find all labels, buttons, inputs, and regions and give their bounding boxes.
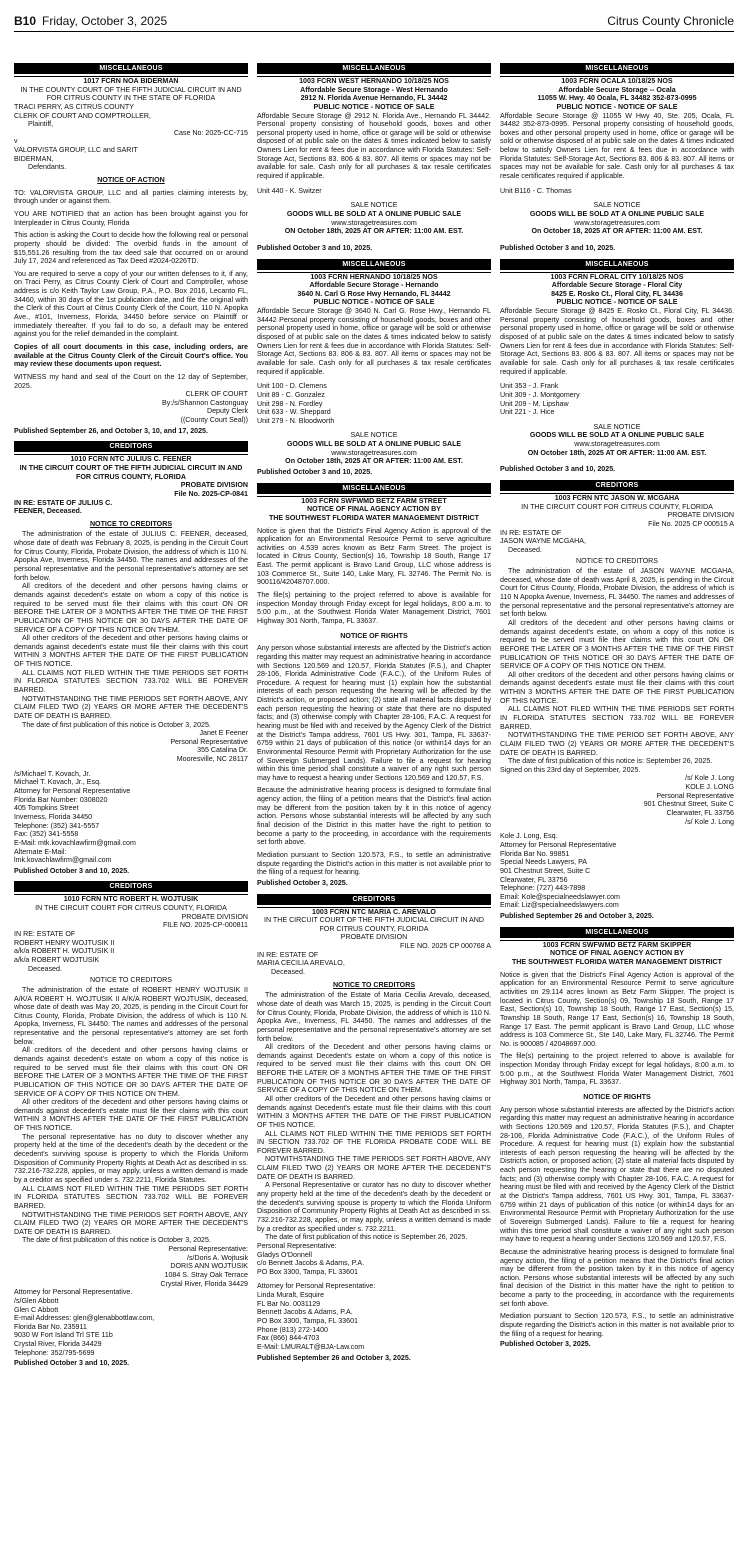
court-name: IN THE CIRCUIT COURT FOR CITRUS COUNTY, FLORIDA <box>35 904 227 913</box>
publication-dates: Published October 3 and 10, 2025. <box>14 866 130 875</box>
file-number: File No. 2025 CP 000515 A <box>648 519 734 528</box>
paragraph: NOTWITHSTANDING THE TIME PERIODS SET FORTH ABOVE, ANY CLAIM FILED TWO (2) YEARS OR MORE AFTER THE DECEDENT'S DATE OF DEATH IS BARRED. <box>257 1155 491 1181</box>
sale-date: On October 18, 2025 AT OR AFTER: 11:00 AM. EST. <box>531 227 703 236</box>
sale-website: www.storagetreasures.com <box>574 440 660 449</box>
publication-dates: Published October 3, 2025. <box>257 878 348 887</box>
paragraph: Notice is given that the District's Final Agency Action is approval of the application for an Environmental Resource Permit to serve agriculture activities on 4.539 acres known as Betz Farm Street. The project is located in Citrus County, Section(s) 16, Township 18 South, Range 17 East. The permit applicant is Bravo Land Group, LLC whose address is 103 Commerce St., Suite 140, Lake Mary, FL 32746. The Permit No. is 900116/42048707.000. <box>257 526 491 587</box>
notice-title: 1003 FCRN OCALA 10/18/25 NOS <box>561 77 673 85</box>
paragraph: ALL CLAIMS NOT FILED WITHIN THE TIME PERIODS SET FORTH IN FLORIDA STATUTES SECTION 733.702 WILL BE FOREVER BARRED. <box>500 705 734 731</box>
paragraph: YOU ARE NOTIFIED that an action has been brought against you for Interpleader in Citrus County, Florida <box>14 209 248 227</box>
attorney-line: E-mail Addresses: glen@glenabbottlaw.com, <box>14 1314 155 1323</box>
notice-heading: NOTICE OF RIGHTS <box>583 1092 651 1101</box>
attorney-line: Fax (866) 844-4703 <box>257 1334 320 1343</box>
notice-floral-city <box>500 272 734 474</box>
unit-line: Unit 279 - N. Bloodworth <box>257 416 335 425</box>
paragraph: Copies of all court documents in this case, including orders, are available at the Citrus County Clerk of the Circuit Court's office. You may review these documents upon request. <box>14 342 248 369</box>
notice-title: 1010 FCRN NTC ROBERT H. WOJTUSIK <box>63 895 199 904</box>
paragraph: All creditors of the decedent and other persons having claims or demands against decedent's estate, on whom a copy of this notice is required to be served must file their claims with this court ON OR BEFORE THE LATER OF 3 MONTHS AFTER THE TIME OF THE FIRST PUBLICATION OF THIS NOTICE OR 30 DAYS AFTER THE DATE OF SERVICE OF A COPY OF THIS NOTICE ON THEM. <box>500 618 734 671</box>
attorney-line: Fax: (352) 341-5558 <box>14 830 79 839</box>
division: PROBATE DIVISION <box>667 511 734 520</box>
paragraph: The administration of the Estate of Maria Cecilia Arevalo, deceased, whose date of death was March 15, 2025, is pending in the Circuit Court for Citrus County, Florida, Probate Division, the address of which is 110 N. Apopka Ave., Inverness, FL 34450. The names and addresses of the personal representative and the personal representative's attorney are set forth below. <box>257 991 491 1043</box>
paragraph: Because the administrative hearing process is designed to formulate final agency action, the filing of a petition means that the District's final action may be different from the position taken by it in this notice of agency action. Persons whose substantial interests will be affected by any such final decision of the District in this matter have the right to petition to become a party to the proceeding, in accordance with the requirements set forth above. <box>500 1247 734 1308</box>
paragraph: Because the administrative hearing process is designed to formulate final agency action, the filing of a petition means that the District's final action may be different from the position taken by it in this notice of agency action. Persons whose substantial interests will be affected by any such final decision of the District in this matter have the right to petition to become a party to the proceeding, in accordance with the requirements set forth above. <box>257 786 491 847</box>
rep-line: Personal Representative: <box>257 1241 337 1250</box>
section-header-misc: MISCELLANEOUS <box>257 483 491 494</box>
attorney-line: Email: Kole@specialneedslawyer.com <box>500 892 620 901</box>
section-header-misc: MISCELLANEOUS <box>500 927 734 938</box>
paragraph: Affordable Secure Storage @ 2912 N. Florida Ave., Hernando FL 34442. Personal property consisting of household goods, boxes and other personal property used in home, office or garage will be sold or otherwise disposed of at public sale on the dates & times indicated below to satisfy Owners Lien for rent & fees due in accordance with Florida Statutes: Self-Storage Act, Sections 83. 806 & 83. 807. All items or spaces may not be available for sale. Cash only for all purchases & tax resale certificates required if applicable. <box>257 111 491 181</box>
attorney-line: Bennett Jacobs & Adams, P.A. <box>257 1308 353 1317</box>
paragraph: Affordable Secure Storage @ 11055 W Hwy 40, Ste. 205, Ocala, FL 34482 352-873-0995. Personal property consisting of household goods, boxes and other personal property used in home, office or garage will be sold or otherwise disposed of at public sale on the dates & times indicated below to satisfy Owners Lien for rent & fees due in accordance with Florida Statutes: Self-Storage Act, Sections 83. 806 & 83. 807. All items or spaces may not be available for sale. Cash only for all purchases & tax resale certificates required if applicable. <box>500 111 734 181</box>
paragraph: This action is asking the Court to decide how the following real or personal property should be divided: The overbid funds in the amount of $15,551.26 resulting from the tax deed sale that occurred on or around July 17, 2024 and referenced as Tax Deed #2024-0226TD. <box>14 231 248 266</box>
court-name: IN THE COUNTY COURT OF THE FIFTH JUDICIAL CIRCUIT IN AND FOR CITRUS COUNTY IN THE STATE OF FLORIDA <box>20 85 242 103</box>
page-number: B10 <box>14 14 37 29</box>
notice-hernando <box>257 272 491 477</box>
file-number: File No. 2025-CP-0841 <box>174 489 248 498</box>
unit-line: Unit B116 - C. Thomas <box>500 186 572 195</box>
attorney-line: Inverness, Florida 34450 <box>14 812 93 821</box>
division: PROBATE DIVISION <box>340 933 408 942</box>
defendants-role: Defendants. <box>28 163 67 172</box>
notice-subtitle: Affordable Secure Storage -- Ocala <box>558 85 676 94</box>
section-header-misc: MISCELLANEOUS <box>257 63 491 74</box>
section-header-misc: MISCELLANEOUS <box>500 63 734 74</box>
notice-title: 1003 FCRN HERNANDO 10/18/25 NOS <box>310 272 438 281</box>
notice-subtitle: 2912 N. Florida Avenue Hernando, FL 34442 <box>300 94 448 103</box>
sale-notice: GOODS WILL BE SOLD AT A ONLINE PUBLIC SALE <box>286 440 462 449</box>
paragraph: Notice is given that the District's Final Agency Action is approval of the application for an Environmental Resource Permit to serve agriculture activities on 29.114 acres known as Betz Farm Skipper. The project is located in Citrus County, Section(s) 09, Township 18 South, Range 17 East, Section(s) 10, Township 18 South, Range 17 East, Section(s) 15, Township 18 South, Range 17 East, Section(s) 16, Township 18 South, Range 17 East. The permit applicant is Bravo Land Group, LLC whose address is 103 Commerce St., Ste 140, Lake Mary, FL 32746. The Permit No. is 900085 / 42048697.000. <box>500 970 734 1048</box>
notice-subtitle: PUBLIC NOTICE - NOTICE OF SALE <box>313 102 435 111</box>
paragraph: TO: VALORVISTA GROUP, LLC and all parties claiming interests by, through under or against them. <box>14 188 248 206</box>
paragraph: The administration of the estate of JASON WAYNE MCGAHA, deceased, whose date of death was April 8, 2025, is pending in the Circuit Court for Citrus County, Florida, Probate Division, the address of which is 110 N Apopka Avenue, Inverness, FL 34450. The names and addresses of the personal representative and the personal representative's attorney are set forth below. <box>500 567 734 619</box>
publication-dates: Published September 26, and October 3, 10, and 17, 2025. <box>14 426 208 435</box>
rep-line: Mooresville, NC 28117 <box>176 755 248 764</box>
attorney-line: 405 Tompkins Street <box>14 804 79 813</box>
paragraph: The administration of the estate of JULIUS C. FEENER, deceased, whose date of death was February 8, 2025, is pending in the Circuit Court for Citrus County, Florida, Probate Division, the address of which is 110 N. Apopka Ave, Inverness, Florida 34450. The names and addresses of the personal representative and the personal representative's attorney are set forth below. <box>14 530 248 582</box>
sale-website: www.storagetreasures.com <box>331 448 417 457</box>
sale-date: ON October 18th, 2025 AT OR AFTER: 11:00 AM. EST. <box>284 227 464 236</box>
notice-subtitle: PUBLIC NOTICE - NOTICE OF SALE <box>556 102 678 111</box>
notice-subtitle: PUBLIC NOTICE - NOTICE OF SALE <box>556 298 678 307</box>
attorney-line: 9030 W Fort Island Trl STE 11b <box>14 1331 113 1340</box>
paragraph: Signed on this 23rd day of September, 2025. <box>500 765 641 774</box>
notice-heading: NOTICE TO CREDITORS <box>90 976 172 985</box>
rep-line: 901 Chestnut Street, Suite C <box>643 800 734 809</box>
sale-notice: GOODS WILL BE SOLD AT A ONLINE PUBLIC SALE <box>529 431 705 440</box>
attorney-line: Alternate E-Mail: <box>14 847 67 856</box>
sale-date: On October 18th, 2025 AT OR AFTER: 11:00 AM. EST. <box>285 457 463 466</box>
estate-line: IN RE: ESTATE OF <box>257 950 319 959</box>
rep-line: Personal Representative: <box>168 1245 248 1254</box>
notice-title: 1003 FCRN SWFWMD BETZ FARM STREET <box>301 496 447 505</box>
notice-subtitle: 8425 E. Rosko Ct., Floral City, FL 34436 <box>551 289 683 298</box>
attorney-line: Special Needs Lawyers, PA <box>500 858 588 867</box>
notice-subtitle: Affordable Secure Storage - West Hernando <box>300 85 448 94</box>
paragraph: ALL CLAIMS NOT FILED WITHIN THE TIME PERIODS SET FORTH IN FLORIDA STATUTES SECTION 733.702 WILL BE FOREVER BARRED. <box>14 1184 248 1210</box>
unit-line: Unit 209 - M. Lipshaw <box>500 399 569 408</box>
notice-title: 1010 FCRN NTC JULIUS C. FEENER <box>70 455 192 464</box>
paragraph: The date of first publication of this notice is: September 26, 2025. <box>508 757 713 766</box>
plaintiff: Plaintiff, <box>28 120 54 129</box>
notice-subtitle: Affordable Secure Storage - Floral City <box>551 281 683 290</box>
rep-line: Janet E Feener <box>199 729 248 738</box>
notice-subtitle: THE SOUTHWEST FLORIDA WATER MANAGEMENT DISTRICT <box>268 513 480 522</box>
masthead-left <box>14 14 167 29</box>
attorney-line: Attorney for Personal Representative <box>500 840 617 849</box>
paragraph: Affordable Secure Storage @ 3640 N. Carl G. Rose Hwy., Hernando FL 34442 Personal property consisting of household goods, boxes and other personal property used in home, office or garage will be sold or otherwise disposed of at public sale on the dates & times indicated below to satisfy Owners Lien for rent & fees due in accordance with Florida Statutes: Self-Storage Act, Sections 83. 806 & 83. 807. All items or spaces may not be available for sale. Cash only for all purchases & tax resale certificates required if applicable. <box>257 307 491 376</box>
attorney-line: lmk.kovachlawfirm@gmail.com <box>14 856 112 865</box>
notice-arevalo <box>257 907 491 1363</box>
attorney-line: Michael T. Kovach, Jr., Esq. <box>14 778 102 787</box>
paragraph: All creditors of the decedent and other persons having claims or demands against decedent's estate on whom a copy of this notice is required to be served must file their claims with this court ON OR BEFORE THE LATER OF 3 MONTHS AFTER THE TIME OF THE FIRST PUBLICATION OF THIS NOTICE OR 30 DAYS AFTER THE DATE OF SERVICE OF A COPY OF THIS NOTICE ON THEM. <box>14 582 248 634</box>
estate-line: ROBERT HENRY WOJTUSIK II <box>14 938 115 947</box>
column-1 <box>14 60 248 1374</box>
paragraph: All other creditors of the decedent and other persons having claims or demands against decedent's estate must file their claims with this court WITHIN 3 MONTHS AFTER THE DATE OF THE FIRST PUBLICATION OF THIS NOTICE. <box>14 634 248 669</box>
paragraph: Mediation pursuant to Section 120.573, F.S., to settle an administrative dispute regarding the District's action in this matter is not available prior to the filing of a request for hearing. <box>500 1312 734 1338</box>
attorney-line: Attorney for Personal Representative. <box>14 1288 133 1297</box>
sale-notice: GOODS WILL BE SOLD AT A ONLINE PUBLIC SALE <box>286 209 462 218</box>
paragraph: NOTWITHSTANDING THE TIME PERIODS SET FORTH ABOVE, ANY CLAIM FILED TWO (2) YEARS OR MORE AFTER THE DECEDENT'S DATE OF DEATH IS BARRED. <box>14 1210 248 1236</box>
signature-line: Deputy Clerk <box>206 407 248 416</box>
attorney-line: Florida Bar Number: 0308020 <box>14 795 108 804</box>
estate-of: IN RE: ESTATE OF JULIUS C. FEENER, Deceased. <box>14 498 113 516</box>
paragraph: The date of first publication of this notice is October 3, 2025. <box>22 720 211 729</box>
notice-ocala <box>500 76 734 253</box>
section-header-misc: MISCELLANEOUS <box>257 259 491 270</box>
rep-line: Personal Representative <box>170 737 248 746</box>
attorney-line: Email: Liz@specialneedslawyers.com <box>500 901 619 910</box>
notice-title: 1017 FCRN NOA BIDERMAN <box>83 77 179 85</box>
unit-line: Unit 221 - J. Hice <box>500 408 555 417</box>
notice-wojtusik <box>14 894 248 1368</box>
estate-line: a/k/a ROBERT WOJTUSIK <box>14 955 100 964</box>
attorney-line: /s/Michael T. Kovach, Jr. <box>14 769 91 778</box>
attorney-line: Florida Bar No. 235911 <box>14 1322 87 1331</box>
paragraph: NOTWITHSTANDING THE TIME PERIODS SET FORTH ABOVE, ANY CLAIM FILED TWO (2) YEARS OR MORE AFTER THE DECEDENT'S DATE OF DEATH IS BARRED. <box>14 694 248 720</box>
file-number: FILE NO. 2025 CP 000768 A <box>400 942 491 951</box>
notice-title: 1003 FCRN NTC JASON W. MCGAHA <box>554 493 680 502</box>
paragraph: The personal representative has no duty to discover whether any property held at the time of the decedent's death by the decedent or the decedent's surviving spouse is property to which the Florida Uniform Disposition of Community Property Rights at Death Act as described in ss. 732.216-732.228, applies, or may apply, unless a written demand is made by a creditor as specified under s. 732.2211, Florida Statutes. <box>14 1132 248 1184</box>
attorney-line: Clearwater, FL 33756 <box>500 875 568 884</box>
notice-heading: NOTICE TO CREDITORS <box>89 519 173 528</box>
unit-line: Unit 633 - W. Sheppard <box>257 408 331 417</box>
paragraph: You are required to serve a copy of your our written defenses to it, if any, on Traci Perry, as Citrus County Clerk of Court and Comptroller, whose address is c/o Keith Taylor Law Group, P.A., P.O. Box 2016, Lecanto FL, 34460, within 30 days of the 1st publication date, and file the original with the Clerk of this Court at Citrus County Clerk of the Court, 110 N. Apopka Ave., #101, Inverness, Florida, 34450 before service on Plaintiff or immediately thereafter. If you fail to do so, a default may be entered against you for the relief demanded in the complaint. <box>14 269 248 339</box>
column-2 <box>257 60 491 1368</box>
publication-dates: Published September 26 and October 3, 2025. <box>500 912 654 921</box>
rep-line: 1084 S. Stray Oak Terrace <box>164 1271 248 1279</box>
signature-line: ((County Court Seal)) <box>180 416 248 425</box>
attorney-line: Telephone: 352/795-5699 <box>14 1348 95 1357</box>
sale-date: ON October 18th, 2025 AT OR AFTER: 11:00 AM. EST. <box>527 448 707 457</box>
paragraph: ALL CLAIMS NOT FILED WITHIN THE TIME PERIODS SET FORTH IN FLORIDA STATUTES SECTION 733.702 WILL BE FOREVER BARRED. <box>14 668 248 694</box>
section-header-creditors: CREDITORS <box>257 894 491 905</box>
rep-line: KOLE J. LONG <box>685 783 734 792</box>
section-header-creditors: CREDITORS <box>14 881 248 892</box>
paragraph: All other creditors of the decedent and other persons having claims or demands against decedent's estate must file their claims with this court WITHIN 3 MONTHS AFTER THE DATE OF THE FIRST PUBLICATION OF THIS NOTICE. <box>500 670 734 705</box>
unit-line: Unit 440 - K. Switzer <box>257 186 322 195</box>
rep-line: Clearwater, FL 33756 <box>666 809 734 818</box>
estate-line: JASON WAYNE MCGAHA, <box>500 537 586 546</box>
column-3 <box>500 60 734 1355</box>
notice-heading: NOTICE TO CREDITORS <box>332 980 416 989</box>
paragraph: ALL CLAIMS NOT FILED WITHIN THE TIME PERIODS SET FORTH IN SECTION 733.702 OF THE FLORIDA PROBATE CODE WILL BE FOREVER BARRED. <box>257 1129 491 1155</box>
paragraph: A Personal Representative or curator has no duty to discover whether any property held at the time of the decedent's death by the decedent or the decedent's surviving spouse is property to which the Florida Uniform Disposition of Community Property Rights at Death Act as described in ss. 732.216-732.228, applies, or may apply, unless a written demand is made by a creditor as specified under s. 732.2211. <box>257 1181 491 1233</box>
section-header-misc: MISCELLANEOUS <box>14 63 248 74</box>
paragraph: All other creditors of the Decedent and other persons having claims or demands against Decedent's estate must file their claims with this court WITHIN 3 MONTHS AFTER THE DATE OF THE FIRST PUBLICATION OF THIS NOTICE. <box>257 1094 491 1129</box>
attorney-line: FL Bar No. 0031129 <box>257 1299 321 1308</box>
sale-website: www.storagetreasures.com <box>574 218 660 227</box>
court-name: IN THE CIRCUIT COURT OF THE FIFTH JUDICIAL CIRCUIT IN AND FOR CITRUS COUNTY, FLORIDA <box>19 463 243 481</box>
attorney-line: /s/Glen Abbott <box>14 1296 59 1305</box>
attorney-line: PO Box 3300, Tampa, FL 33601 <box>257 1317 358 1325</box>
notice-west-hernando <box>257 76 491 253</box>
sale-notice: SALE NOTICE <box>350 201 398 210</box>
attorney-line: Attorney for Personal Representative: <box>257 1282 376 1291</box>
paragraph: All other creditors of the decedent and other persons having claims or demands against decedent's estate must file their claims with this court WITHIN 3 MONTHS AFTER THE DATE OF THE FIRST PUBLICATION OF THIS NOTICE. <box>14 1098 248 1133</box>
attorney-line: 901 Chestnut Street, Suite C <box>500 866 591 875</box>
paragraph: The administration of the estate of ROBERT HENRY WOJTUSIK II A/K/A ROBERT H. WOJTUSIK II A/K/A ROBERT WOJTUSIK, deceased, whose date of death was May 20, 2025, is pending in the Circuit Court for Citrus County, Florida, Probate Division, the address of which is 110 N. Apopka, Inverness, FL 34450. The names and addresses of the personal representative and the personal representative's attorney are set forth below. <box>14 985 248 1046</box>
paragraph: Any person whose substantial interests are affected by the District's action regarding this matter may request an administrative hearing in accordance with Sections 120.569 and 120.57, Florida Statutes (F.S.), and Chapter 28-106, Florida Administrative Code (F.A.C.), of the Uniform Rules of Procedure. A request for hearing must (1) explain how the substantial interests of each person requesting the hearing will be affected by the District's action, or proposed action; (2) state all material facts disputed by each person requesting the hearing or state that there are no disputed facts; and (3) otherwise comply with Chapter 28-106, F.A.C. A request for hearing must be filed with and received by the Agency Clerk of the District at the District's Tampa address, 7601 US Hwy. 301, Tampa, FL 33637-6759 within 21 days of publication of this notice (or within14 days for an Environmental Resource Permit with Proprietary Authorization for the use of Sovereign Submerged Lands). Failure to file a request for hearing within this time period shall constitute a waiver of any right such person may have to request a hearing under Sections 120.569 and 120.57, F.S. <box>500 1105 734 1244</box>
notice-betz-farm-street <box>257 496 491 888</box>
section-header-creditors: CREDITORS <box>500 480 734 491</box>
division: PROBATE DIVISION <box>180 481 248 490</box>
notice-subtitle: 11055 W. Hwy. 40 Ocala, FL 34482 352-873-0995 <box>537 94 697 103</box>
paragraph: The file(s) pertaining to the project referred to above is available for inspection Monday through Friday except for legal holidays, 8:00 a.m. to 5:00 p.m., at the Southwest Florida Water Management District, 7601 Highway 301 North, Tampa, FL 33637. <box>500 1052 734 1087</box>
estate-line: Deceased. <box>28 964 62 973</box>
publication-dates: Published October 3 and 10, 2025. <box>500 243 616 252</box>
versus: v <box>14 137 18 146</box>
case-number: Case No: 2025-CC-715 <box>173 128 248 137</box>
rep-line: /s/ Kole J. Long <box>685 817 734 826</box>
notice-subtitle: NOTICE OF FINAL AGENCY ACTION BY <box>307 505 441 514</box>
notice-heading: NOTICE TO CREDITORS <box>576 557 658 566</box>
rep-line: /s/ Kole J. Long <box>685 774 734 783</box>
notice-subtitle: PUBLIC NOTICE - NOTICE OF SALE <box>313 298 435 307</box>
paragraph: WITNESS my hand and seal of the Court on the 12 day of September, 2025. <box>14 372 248 390</box>
paragraph: All creditors of the Decedent and other persons having claims or demands against Decedent's estate on whom a copy of this notice is required to be served must file their claims with this court ON OR BEFORE THE LATER OF 3 MONTHS AFTER THE TIME OF THE FIRST PUBLICATION OF THIS NOTICE OR 30 DAYS AFTER THE DATE OF SERVICE OF A COPY OF THIS NOTICE ON THEM. <box>257 1043 491 1095</box>
notice-title: 1003 FCRN NTC MARIA C. AREVALO <box>312 907 436 916</box>
masthead <box>14 12 734 32</box>
paragraph: NOTWITHSTANDING THE TIME PERIOD SET FORTH ABOVE, ANY CLAIM FILED TWO (2) YEARS OR MORE AFTER THE DECEDENT'S DATE OF DEATH IS BARRED. <box>500 731 734 757</box>
notice-feener <box>14 454 248 875</box>
rep-line: DORIS ANN WOJTUSIK <box>170 1262 248 1271</box>
notice-heading: NOTICE OF RIGHTS <box>340 631 408 640</box>
issue-date: Friday, October 3, 2025 <box>42 14 168 29</box>
court-name: IN THE CIRCUIT COURT FOR CITRUS COUNTY, FLORIDA <box>521 502 713 511</box>
notice-title: 1003 FCRN SWFWMD BETZ FARM SKIPPER <box>542 940 692 949</box>
unit-line: Unit 353 - J. Frank <box>500 382 559 391</box>
notice-betz-farm-skipper <box>500 940 734 1349</box>
publication-dates: Published October 3 and 10, 2025. <box>257 243 373 252</box>
paragraph: Affordable Secure Storage @ 8425 E. Rosko Ct., Floral City, FL 34436. Personal property consisting of household goods, boxes and other personal property used in home, office or garage will be sold or otherwise disposed of at public sale on the dates & times indicated below to satisfy Owners Lien for rent & fees due in accordance with Florida Statutes: Self-Storage Act, Sections 83. 806 & 83. 807. All items or spaces may not be available for sale. Cash only for all purchases & tax resale certificates required if applicable. <box>500 307 734 376</box>
attorney-line: Phone (813) 272-1400 <box>257 1325 328 1334</box>
paragraph: The date of first publication of this notice is September 26, 2025. <box>265 1233 468 1242</box>
attorney-line: Crystal River, Florida 34429 <box>14 1340 102 1349</box>
division: PROBATE DIVISION <box>181 912 248 921</box>
notice-subtitle: THE SOUTHWEST FLORIDA WATER MANAGEMENT DISTRICT <box>511 958 723 967</box>
attorney-line: E-Mail: mtk.kovachlawfirm@gmail.com <box>14 838 136 847</box>
paragraph: The date of first publication of this notice is October 3, 2025. <box>22 1236 211 1245</box>
signature-line: By:/s/Shannon Castonguay <box>162 398 248 407</box>
estate-line: a/k/a ROBERT H. WOJTUSIK II <box>14 947 115 956</box>
paper-name: Citrus County Chronicle <box>607 14 734 29</box>
rep-line: Crystal River, Florida 34429 <box>160 1279 248 1288</box>
file-number: FILE NO. 2025-CP-000811 <box>162 921 248 930</box>
defendants: VALORVISTA GROUP, LLC and SARIT BIDERMAN, <box>14 146 138 163</box>
notice-mcgaha <box>500 493 734 921</box>
publication-dates: Published October 3 and 10, 2025. <box>500 465 616 474</box>
notice-subtitle: NOTICE OF FINAL AGENCY ACTION BY <box>550 949 684 958</box>
attorney-line: Telephone: (727) 443-7898 <box>500 884 586 893</box>
notice-heading: NOTICE OF ACTION <box>97 176 165 185</box>
sale-notice: SALE NOTICE <box>593 422 641 431</box>
sale-notice: SALE NOTICE <box>593 201 641 210</box>
rep-line: c/o Bennett Jacobs & Adams, P.A. <box>257 1259 365 1268</box>
paragraph: Mediation pursuant to Section 120.573, F.S., to settle an administrative dispute regarding the District's action in this matter is not available prior to the filing of a request for hearing. <box>257 850 491 877</box>
attorney-line: Glen C Abbott <box>14 1305 59 1314</box>
notice-biderman <box>14 76 248 435</box>
attorney-line: Linda Muralt, Esquire <box>257 1291 325 1300</box>
unit-line: Unit 298 - N. Fordley <box>257 399 323 408</box>
court-name: IN THE CIRCUIT COURT OF THE FIFTH JUDICIAL CIRCUIT IN AND FOR CITRUS COUNTY, FLORIDA <box>263 916 485 933</box>
notice-title: 1003 FCRN FLORAL CITY 10/18/25 NOS <box>550 272 684 281</box>
unit-line: Unit 100 - D. Clemens <box>257 382 327 391</box>
rep-line: Personal Representative <box>656 791 734 800</box>
paragraph: Any person whose substantial interests are affected by the District's action regarding this matter may request an administrative hearing in accordance with Sections 120.569 and 120.57, Florida Statutes (F.S.), and Chapter 28-106, Florida Administrative Code (F.A.C.), of the Uniform Rules of Procedure. A request for hearing must (1) explain how the substantial interests of each person requesting the hearing will be affected by the District's action, or proposed action; (2) state all material facts disputed by each person requesting the hearing or state that there are no disputed facts; and (3) otherwise comply with Chapter 28-106, F.A.C. A request for hearing must be filed with and received by the Agency Clerk of the District at the District's Tampa address, 7601 US Hwy. 301, Tampa, FL 33637-6759 within 21 days of publication of this notice (or within14 days for an Environmental Resource Permit with Proprietary Authorization for the use of Sovereign Submerged Lands). Failure to file a request for hearing within this time period shall constitute a waiver of any right such person may have to request a hearing under Sections 120.569 and 120.57, F.S. <box>257 644 491 782</box>
sale-website: www.storagetreasures.com <box>331 218 417 227</box>
rep-line: Gladys O'Donnell <box>257 1250 312 1259</box>
attorney-line: E-Mail: LMURALT@BJA-Law.com <box>257 1342 365 1351</box>
parties: TRACI PERRY, AS CITRUS COUNTY CLERK OF COURT AND COMPTROLLER, <box>14 102 151 120</box>
estate-line: MARIA CECILIA AREVALO, <box>257 959 345 968</box>
unit-line: Unit 89 - C. Gonzalez <box>257 390 325 399</box>
signature-line: CLERK OF COURT <box>185 390 248 399</box>
paragraph: The file(s) pertaining to the project referred to above is available for inspection Monday through Friday except for legal holidays, 8:00 a.m. to 5:00 p.m., at the Southwest Florida Water Management District, 7601 Highway 301 North, Tampa, FL 33637. <box>257 591 491 625</box>
sale-notice: SALE NOTICE <box>350 431 398 440</box>
attorney-line: Telephone: (352) 341-5557 <box>14 821 100 830</box>
attorney-line: Florida Bar No. 99851 <box>500 849 570 858</box>
section-header-misc: MISCELLANEOUS <box>500 259 734 270</box>
sale-notice: GOODS WILL BE SOLD AT A ONLINE PUBLIC SALE <box>529 209 705 218</box>
section-header-creditors: CREDITORS <box>14 441 248 452</box>
publication-dates: Published October 3 and 10, 2025. <box>257 467 373 476</box>
paragraph: All creditors of the decedent and other persons having claims or demands against decedent's estate on whom a copy of this notice is required to be served must file their claims with this court ON OR BEFORE THE LATER OF 3 MONTHS AFTER THE TIME OF THE FIRST PUBLICATION OF THIS NOTICE OR 30 DAYS AFTER THE DATE OF SERVICE OF A COPY OF THIS NOTICE ON THEM. <box>14 1046 248 1098</box>
attorney-line: Attorney for Personal Representative <box>14 787 131 796</box>
estate-line: IN RE: ESTATE OF <box>500 528 562 537</box>
estate-line: Deceased. <box>508 545 542 554</box>
estate-line: Deceased. <box>271 968 305 977</box>
publication-dates: Published October 3 and 10, 2025. <box>14 1359 130 1368</box>
rep-line: 355 Catalina Dr. <box>197 746 248 755</box>
publication-dates: Published September 26 and October 3, 2025. <box>257 1353 411 1362</box>
unit-line: Unit 309 - J. Montgomery <box>500 390 580 399</box>
rep-line: PO Box 3300, Tampa, FL 33601 <box>257 1267 358 1276</box>
publication-dates: Published October 3, 2025. <box>500 1340 591 1349</box>
notice-subtitle: Affordable Secure Storage - Hernando <box>309 281 439 290</box>
rep-line: /s/Doris A. Wojtusik <box>187 1253 248 1262</box>
notice-subtitle: 3640 N. Carl G Rose Hwy Hernando, FL 34442 <box>297 289 451 298</box>
notice-title: 1003 FCRN WEST HERNANDO 10/18/25 NOS <box>299 77 449 85</box>
attorney-line: Kole J. Long, Esq. <box>500 832 558 841</box>
estate-line: IN RE: ESTATE OF <box>14 930 76 939</box>
